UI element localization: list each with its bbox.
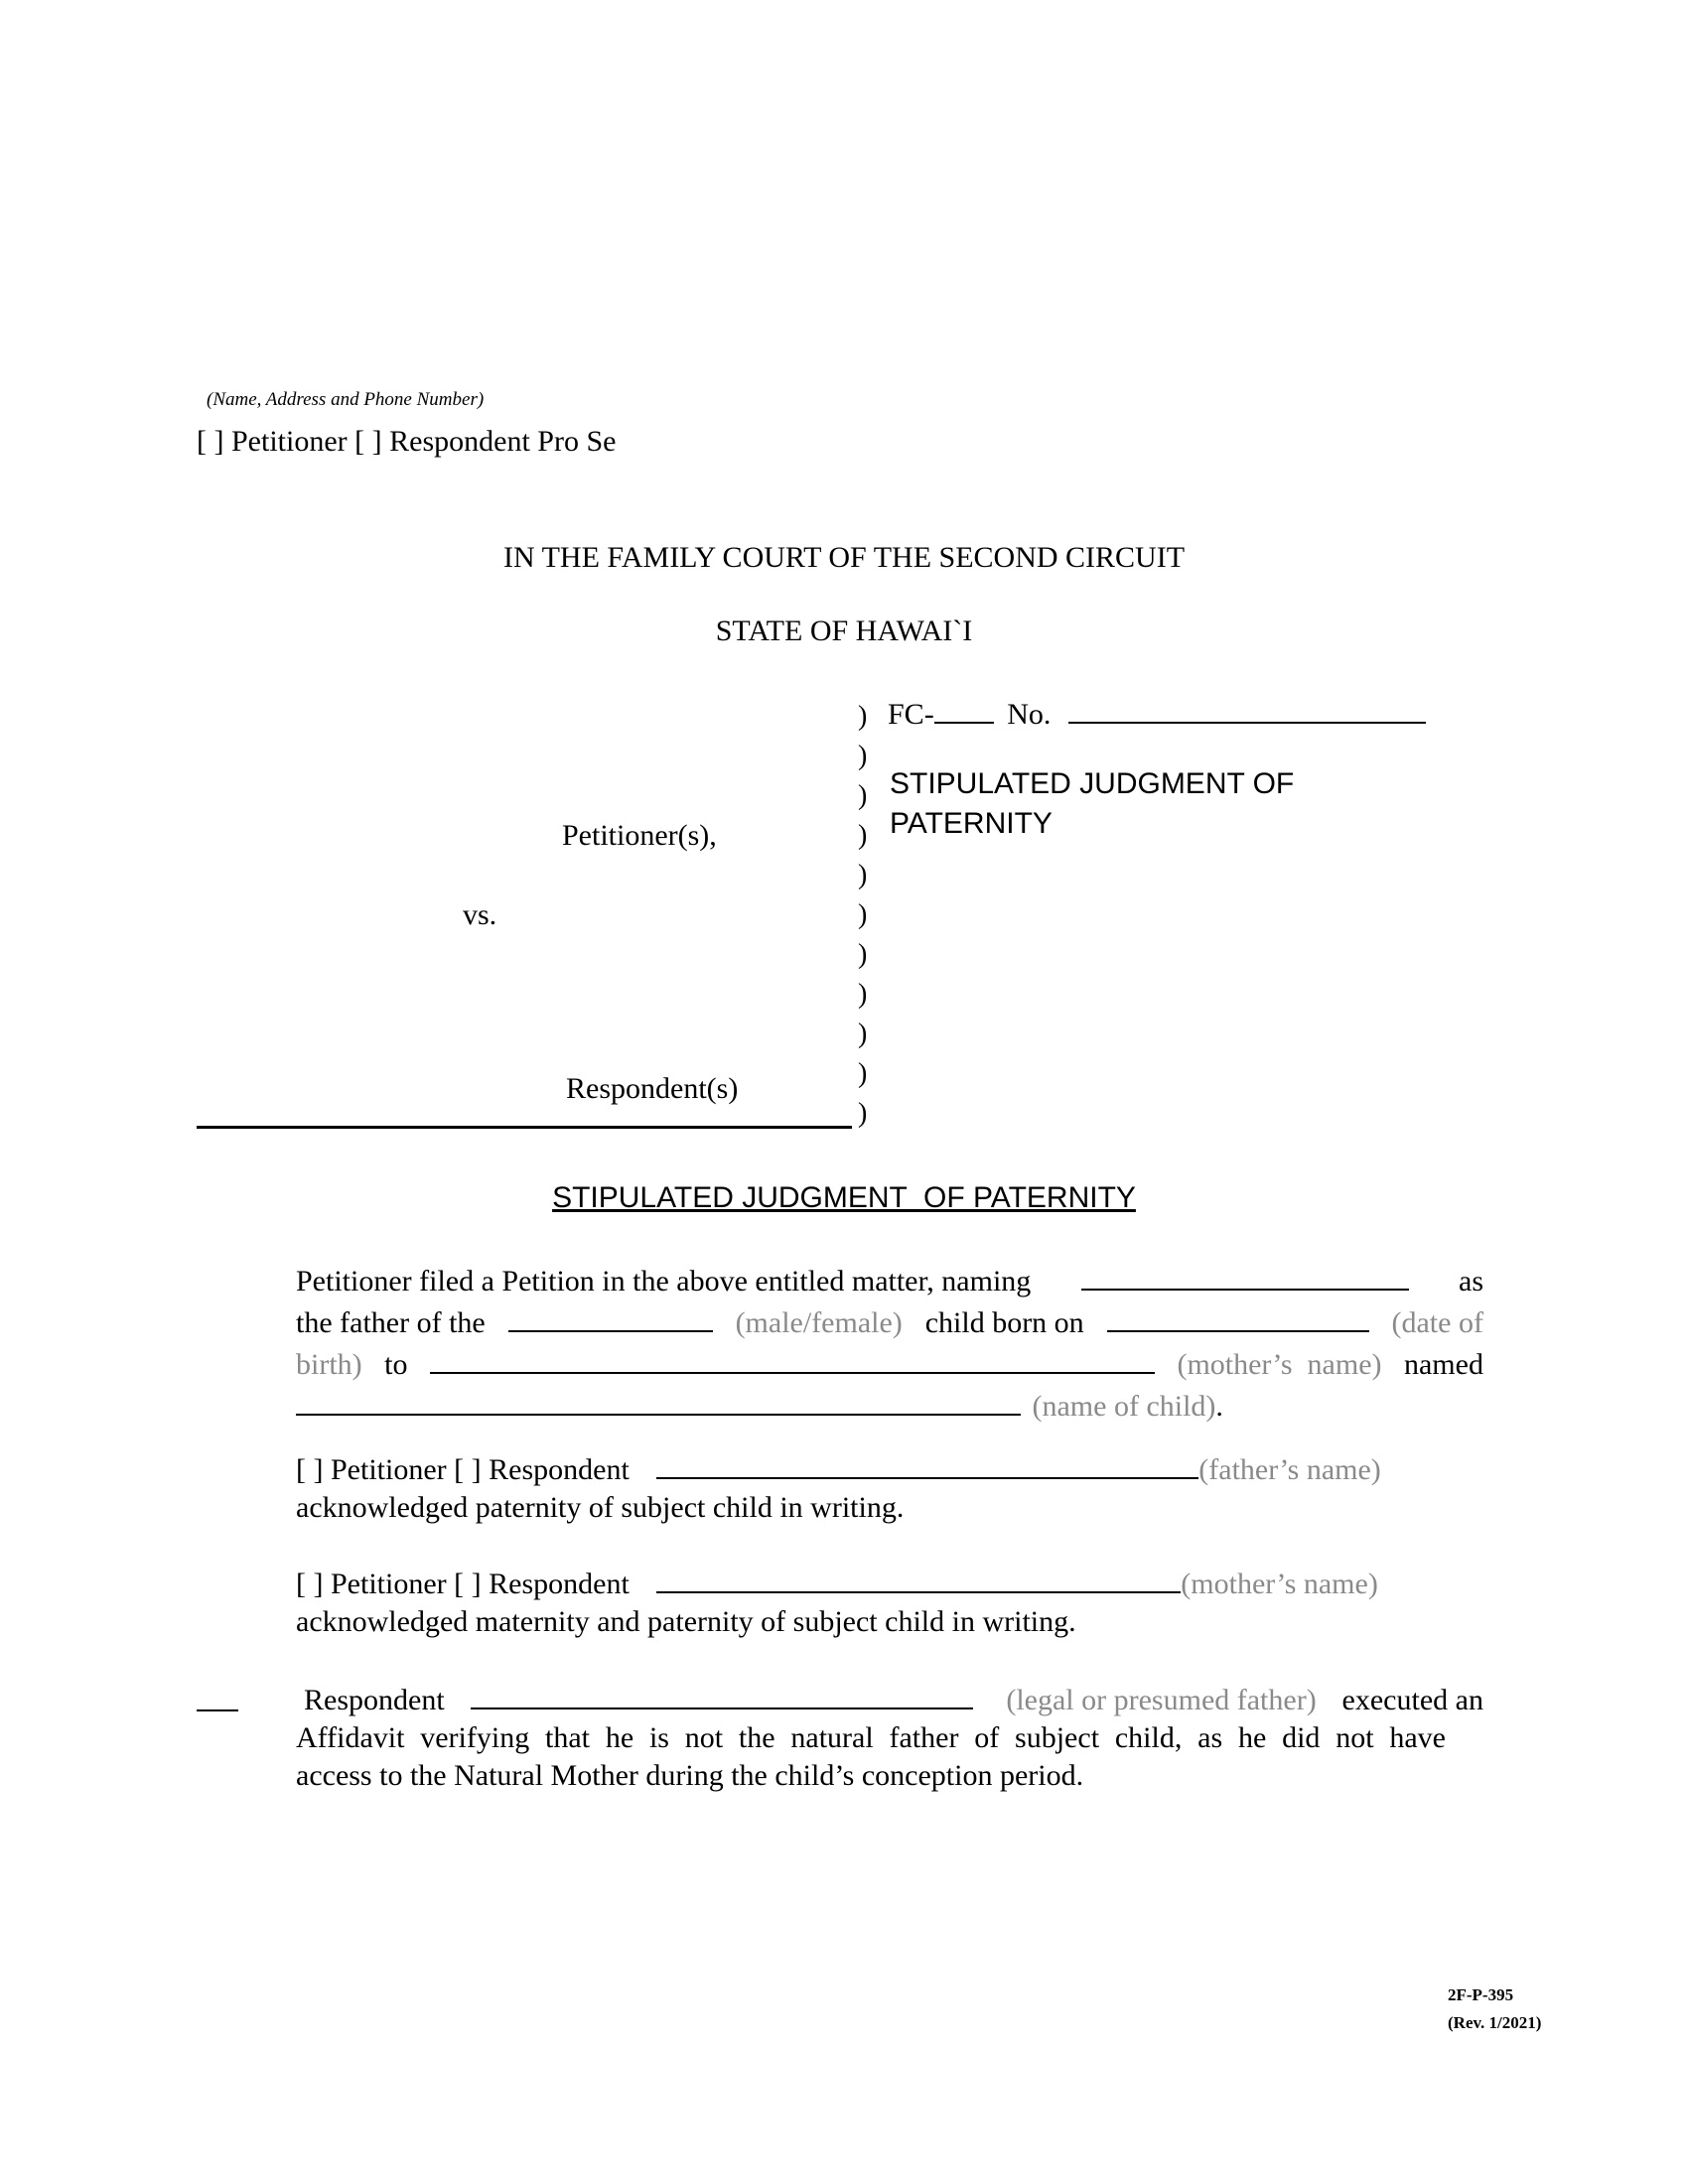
p4-text: executed an — [1341, 1684, 1483, 1716]
caption-paren: ) — [858, 1019, 868, 1049]
dob-hint: birth) — [296, 1348, 362, 1381]
caption-paren: ) — [858, 1058, 868, 1089]
p1-text: named — [1403, 1348, 1483, 1381]
p4-text: access to the Natural Mother during the child’s conception period. — [296, 1759, 1084, 1792]
respondent-pro-se-label: Respondent Pro Se — [389, 425, 617, 458]
p4-check-blank[interactable] — [197, 1709, 238, 1711]
presumed-father-hint: (legal or presumed father) — [1006, 1684, 1317, 1716]
form-revision: (Rev. 1/2021) — [1448, 2013, 1542, 2032]
p2-petitioner-label: Petitioner — [330, 1453, 447, 1486]
named-father-blank[interactable] — [1081, 1259, 1409, 1291]
mother-name-blank[interactable] — [430, 1342, 1155, 1374]
vs-label: vs. — [463, 898, 497, 931]
form-number: 2F-P-395 — [1448, 1985, 1514, 2004]
caption-paren: ) — [858, 820, 868, 851]
dob-hint: (date of — [1391, 1306, 1483, 1339]
sex-hint: (male/female) — [735, 1306, 903, 1339]
no-label: No. — [1007, 698, 1052, 731]
petitioner-checkbox[interactable]: [ ] — [197, 425, 224, 458]
father-name-hint: (father’s name) — [1198, 1453, 1381, 1486]
fc-blank[interactable] — [934, 692, 994, 724]
court-name: IN THE FAMILY COURT OF THE SECOND CIRCUIT — [502, 541, 1186, 574]
caption-paren: ) — [858, 1098, 868, 1129]
p1-text: as — [1459, 1265, 1483, 1297]
paragraph-petition — [296, 1259, 1483, 1426]
case-title: STIPULATED JUDGMENT OF PATERNITY — [890, 767, 1295, 840]
p2-respondent-checkbox[interactable]: [ ] — [454, 1453, 482, 1486]
caption-paren: ) — [858, 899, 868, 930]
p1-text: . — [1215, 1390, 1223, 1423]
p3-text: acknowledged maternity and paternity of subject child in writing. — [296, 1605, 1076, 1638]
court-state: STATE OF HAWAI`I — [715, 614, 973, 647]
p3-petitioner-checkbox[interactable]: [ ] — [296, 1568, 324, 1600]
paragraph-affidavit — [296, 1678, 1483, 1795]
mother-name-hint: (mother’s name) — [1181, 1568, 1378, 1600]
respondent-checkbox[interactable]: [ ] — [354, 425, 382, 458]
caption-paren: ) — [858, 979, 868, 1010]
father-name-blank[interactable] — [656, 1447, 1198, 1479]
p1-text: Petitioner filed a Petition in the above entitled matter, naming — [296, 1265, 1032, 1297]
p2-respondent-label: Respondent — [489, 1453, 630, 1486]
presumed-father-blank[interactable] — [471, 1678, 973, 1709]
dob-blank[interactable] — [1107, 1300, 1369, 1332]
fc-prefix: FC- — [888, 698, 934, 731]
caption-underline — [197, 1126, 852, 1129]
p3-petitioner-label: Petitioner — [330, 1568, 447, 1600]
p2-petitioner-checkbox[interactable]: [ ] — [296, 1453, 324, 1486]
caption-paren: ) — [858, 939, 868, 970]
respondents-label: Respondent(s) — [566, 1072, 739, 1105]
paragraph-maternity-ack — [296, 1562, 1483, 1641]
pro-se-line — [197, 425, 616, 459]
document-title: STIPULATED JUDGMENT OF PATERNITY — [552, 1181, 1136, 1214]
caption-paren: ) — [858, 741, 868, 771]
p3-respondent-label: Respondent — [489, 1568, 630, 1600]
caption-paren: ) — [858, 780, 868, 811]
mother-name-blank[interactable] — [656, 1562, 1181, 1593]
caption-paren: ) — [858, 701, 868, 732]
child-name-blank[interactable] — [296, 1384, 1021, 1416]
paragraph-paternity-ack — [296, 1447, 1483, 1527]
child-sex-blank[interactable] — [508, 1300, 713, 1332]
p2-text: acknowledged paternity of subject child in writing. — [296, 1491, 905, 1524]
caption-paren: ) — [858, 860, 868, 890]
case-number-line — [888, 692, 1426, 732]
p4-text: Affidavit verifying that he is not the natural father of subject child, as he did not have — [296, 1721, 1446, 1754]
petitioners-label: Petitioner(s), — [562, 819, 717, 852]
case-number-blank[interactable] — [1068, 692, 1426, 724]
p3-respondent-checkbox[interactable]: [ ] — [454, 1568, 482, 1600]
name-address-hint: (Name, Address and Phone Number) — [207, 389, 485, 410]
petitioner-label: Petitioner — [230, 425, 348, 458]
p4-respondent-label: Respondent — [304, 1684, 445, 1716]
child-name-hint: (name of child) — [1032, 1390, 1216, 1423]
p1-text: to — [384, 1348, 408, 1381]
mother-hint: (mother’s name) — [1177, 1348, 1382, 1381]
p1-text: child born on — [924, 1306, 1084, 1339]
p1-text: the father of the — [296, 1306, 486, 1339]
